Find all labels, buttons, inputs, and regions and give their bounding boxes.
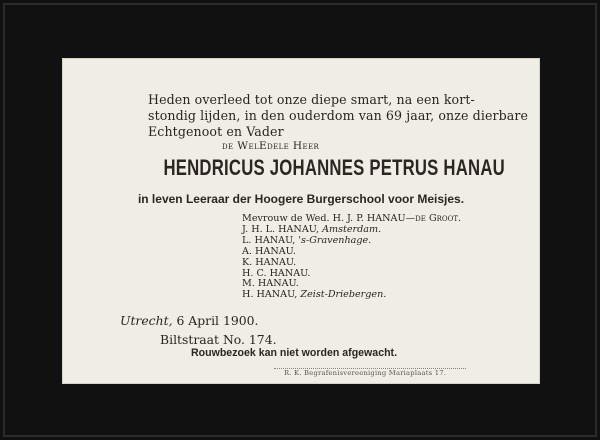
printer-credit: R. K. Begrafenisvereeniging Mariaplaats 17. bbox=[284, 369, 447, 377]
member-name: H. C. HANAU. bbox=[242, 267, 311, 279]
deceased-name: HENDRICUS JOHANNES PETRUS HANAU bbox=[163, 155, 505, 180]
occupation: in leven Leeraar der Hoogere Burgerschool voor Meisjes. bbox=[137, 192, 465, 206]
member-place: Zeist-Driebergen. bbox=[300, 289, 387, 301]
member-name: Mevrouw de Wed. H. J. P. HANAU bbox=[242, 213, 406, 224]
member-name: K. HANAU. bbox=[242, 256, 297, 268]
member-suffix: —de Groot. bbox=[405, 213, 462, 224]
member-name: L. HANAU, bbox=[242, 234, 296, 246]
date-text: 6 April 1900. bbox=[172, 313, 259, 328]
intro-line: Echtgenoot en Vader bbox=[148, 124, 284, 139]
member-place: Amsterdam. bbox=[322, 223, 382, 235]
date-line bbox=[120, 313, 258, 328]
member-name: H. HANAU, bbox=[242, 289, 298, 301]
member-place: 's-Gravenhage. bbox=[298, 234, 372, 246]
visit-notice: Rouwbezoek kan niet worden afgewacht. bbox=[191, 347, 398, 359]
address: Biltstraat No. 174. bbox=[160, 332, 277, 347]
date-city: Utrecht, bbox=[120, 313, 173, 328]
family-list bbox=[242, 214, 461, 301]
intro-text bbox=[148, 92, 529, 140]
intro-line: stondig lijden, in den ouderdom van 69 jaar, onze dierbare bbox=[148, 108, 529, 123]
member-name: A. HANAU. bbox=[242, 245, 296, 257]
death-notice-card bbox=[62, 58, 540, 384]
intro-line: Heden overleed tot onze diepe smart, na een kort- bbox=[148, 92, 475, 107]
honorific: de WelEdele Heer bbox=[222, 140, 320, 152]
family-member bbox=[242, 290, 461, 301]
member-name: M. HANAU. bbox=[242, 278, 299, 290]
member-name: J. H. L. HANAU, bbox=[242, 223, 320, 235]
